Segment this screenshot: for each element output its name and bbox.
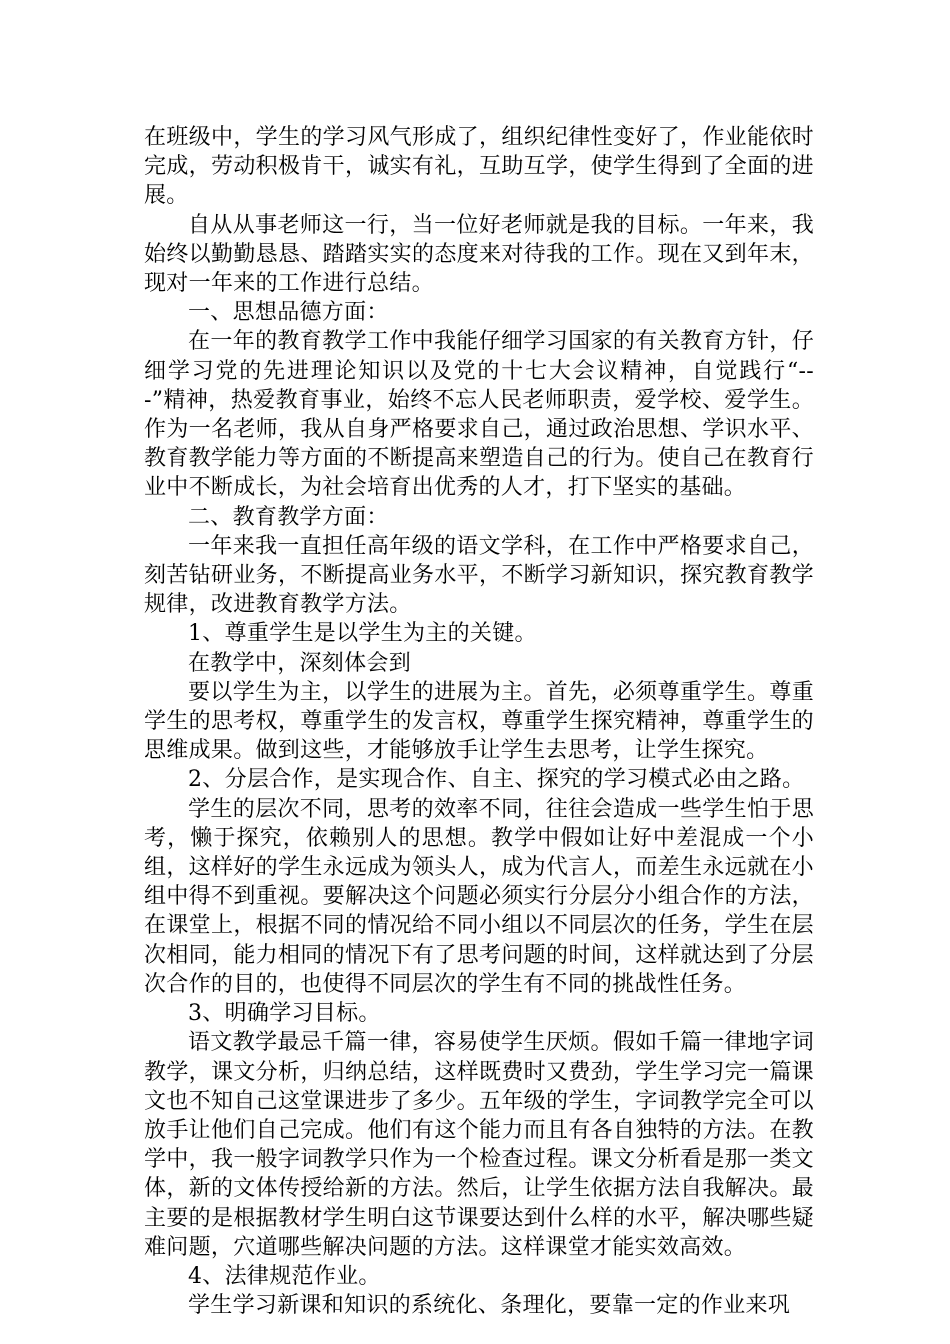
paragraph: 自从从事老师这一行，当一位好老师就是我的目标。一年来，我始终以勤勤恳恳、踏踏实实的态度来对待我的工作。现在又到年末，现对一年来的工作进行总结。 bbox=[144, 212, 814, 297]
paragraph: 一年来我一直担任高年级的语文学科，在工作中严格要求自己，刻苦钻研业务，不断提高业务水平，不断学习新知识，探究教育教学规律，改进教育教学方法。 bbox=[144, 533, 814, 618]
section-heading: 二、教育教学方面： bbox=[188, 504, 389, 530]
document-body bbox=[144, 123, 814, 1320]
paragraph: 在班级中，学生的学习风气形成了，组织纪律性变好了，作业能依时完成，劳动积极肯干，诚实有礼，互助互学，使学生得到了全面的进展。 bbox=[144, 125, 814, 209]
paragraph: 学生的层次不同，思考的效率不同，往往会造成一些学生怕于思考，懒于探究，依赖别人的思想。教学中假如让好中差混成一个小组，这样好的学生永远成为领头人，成为代言人，而差生永远就在小组中得不到重视。要解决这个问题必须实行分层分小组合作的方法，在课堂上，根据不同的情况给不同小组以不同层次的任务，学生在层次相同，能力相同的情况下有了思考问题的时间，这样就达到了分层次合作的目的，也使得不同层次的学生有不同的挑战性任务。 bbox=[144, 796, 814, 997]
subsection-heading: 2、分层合作，是实现合作、自主、探究的学习模式必由之路。 bbox=[188, 767, 805, 793]
paragraph: 语文教学最忌千篇一律，容易使学生厌烦。假如千篇一律地字词教学，课文分析，归纳总结，这样既费时又费劲，学生学习完一篇课文也不知自己这堂课进步了多少。五年级的学生，字词教学完全可以放手让他们自己完成。他们有这个能力而且有各自独特的方法。在教学中，我一般字词教学只作为一个检查过程。课文分析看是那一类文体，新的文体传授给新的方法。然后，让学生依据方法自我解决。最主要的是根据教材学生明白这节课要达到什么样的水平，解决哪些疑难问题，穴道哪些解决问题的方法。这样课堂才能实效高效。 bbox=[144, 1030, 814, 1260]
subsection-heading: 4、法律规范作业。 bbox=[188, 1263, 381, 1289]
paragraph: 在一年的教育教学工作中我能仔细学习国家的有关教育方针，仔细学习党的先进理论知识以及党的十七大会议精神，自觉践行“---”精神，热爱教育事业，始终不忘人民老师职责，爱学校、爱学生。作为一名老师，我从自身严格要求自己，通过政治思想、学识水平、教育教学能力等方面的不断提高来塑造自己的行为。使自己在教育行业中不断成长，为社会培育出优秀的人才，打下坚实的基础。 bbox=[144, 329, 814, 501]
paragraph: 要以学生为主，以学生的进展为主。首先，必须尊重学生。尊重学生的思考权，尊重学生的发言权，尊重学生探究精神，尊重学生的思维成果。做到这些，才能够放手让学生去思考，让学生探究。 bbox=[144, 679, 814, 764]
section-heading: 一、思想品德方面： bbox=[188, 300, 389, 326]
paragraph: 学生学习新课和知识的系统化、条理化，要靠一定的作业来巩 bbox=[188, 1293, 791, 1319]
subsection-heading: 1、尊重学生是以学生为主的关键。 bbox=[188, 621, 537, 647]
paragraph: 在教学中，深刻体会到 bbox=[188, 650, 412, 676]
subsection-heading: 3、明确学习目标。 bbox=[188, 1001, 381, 1027]
